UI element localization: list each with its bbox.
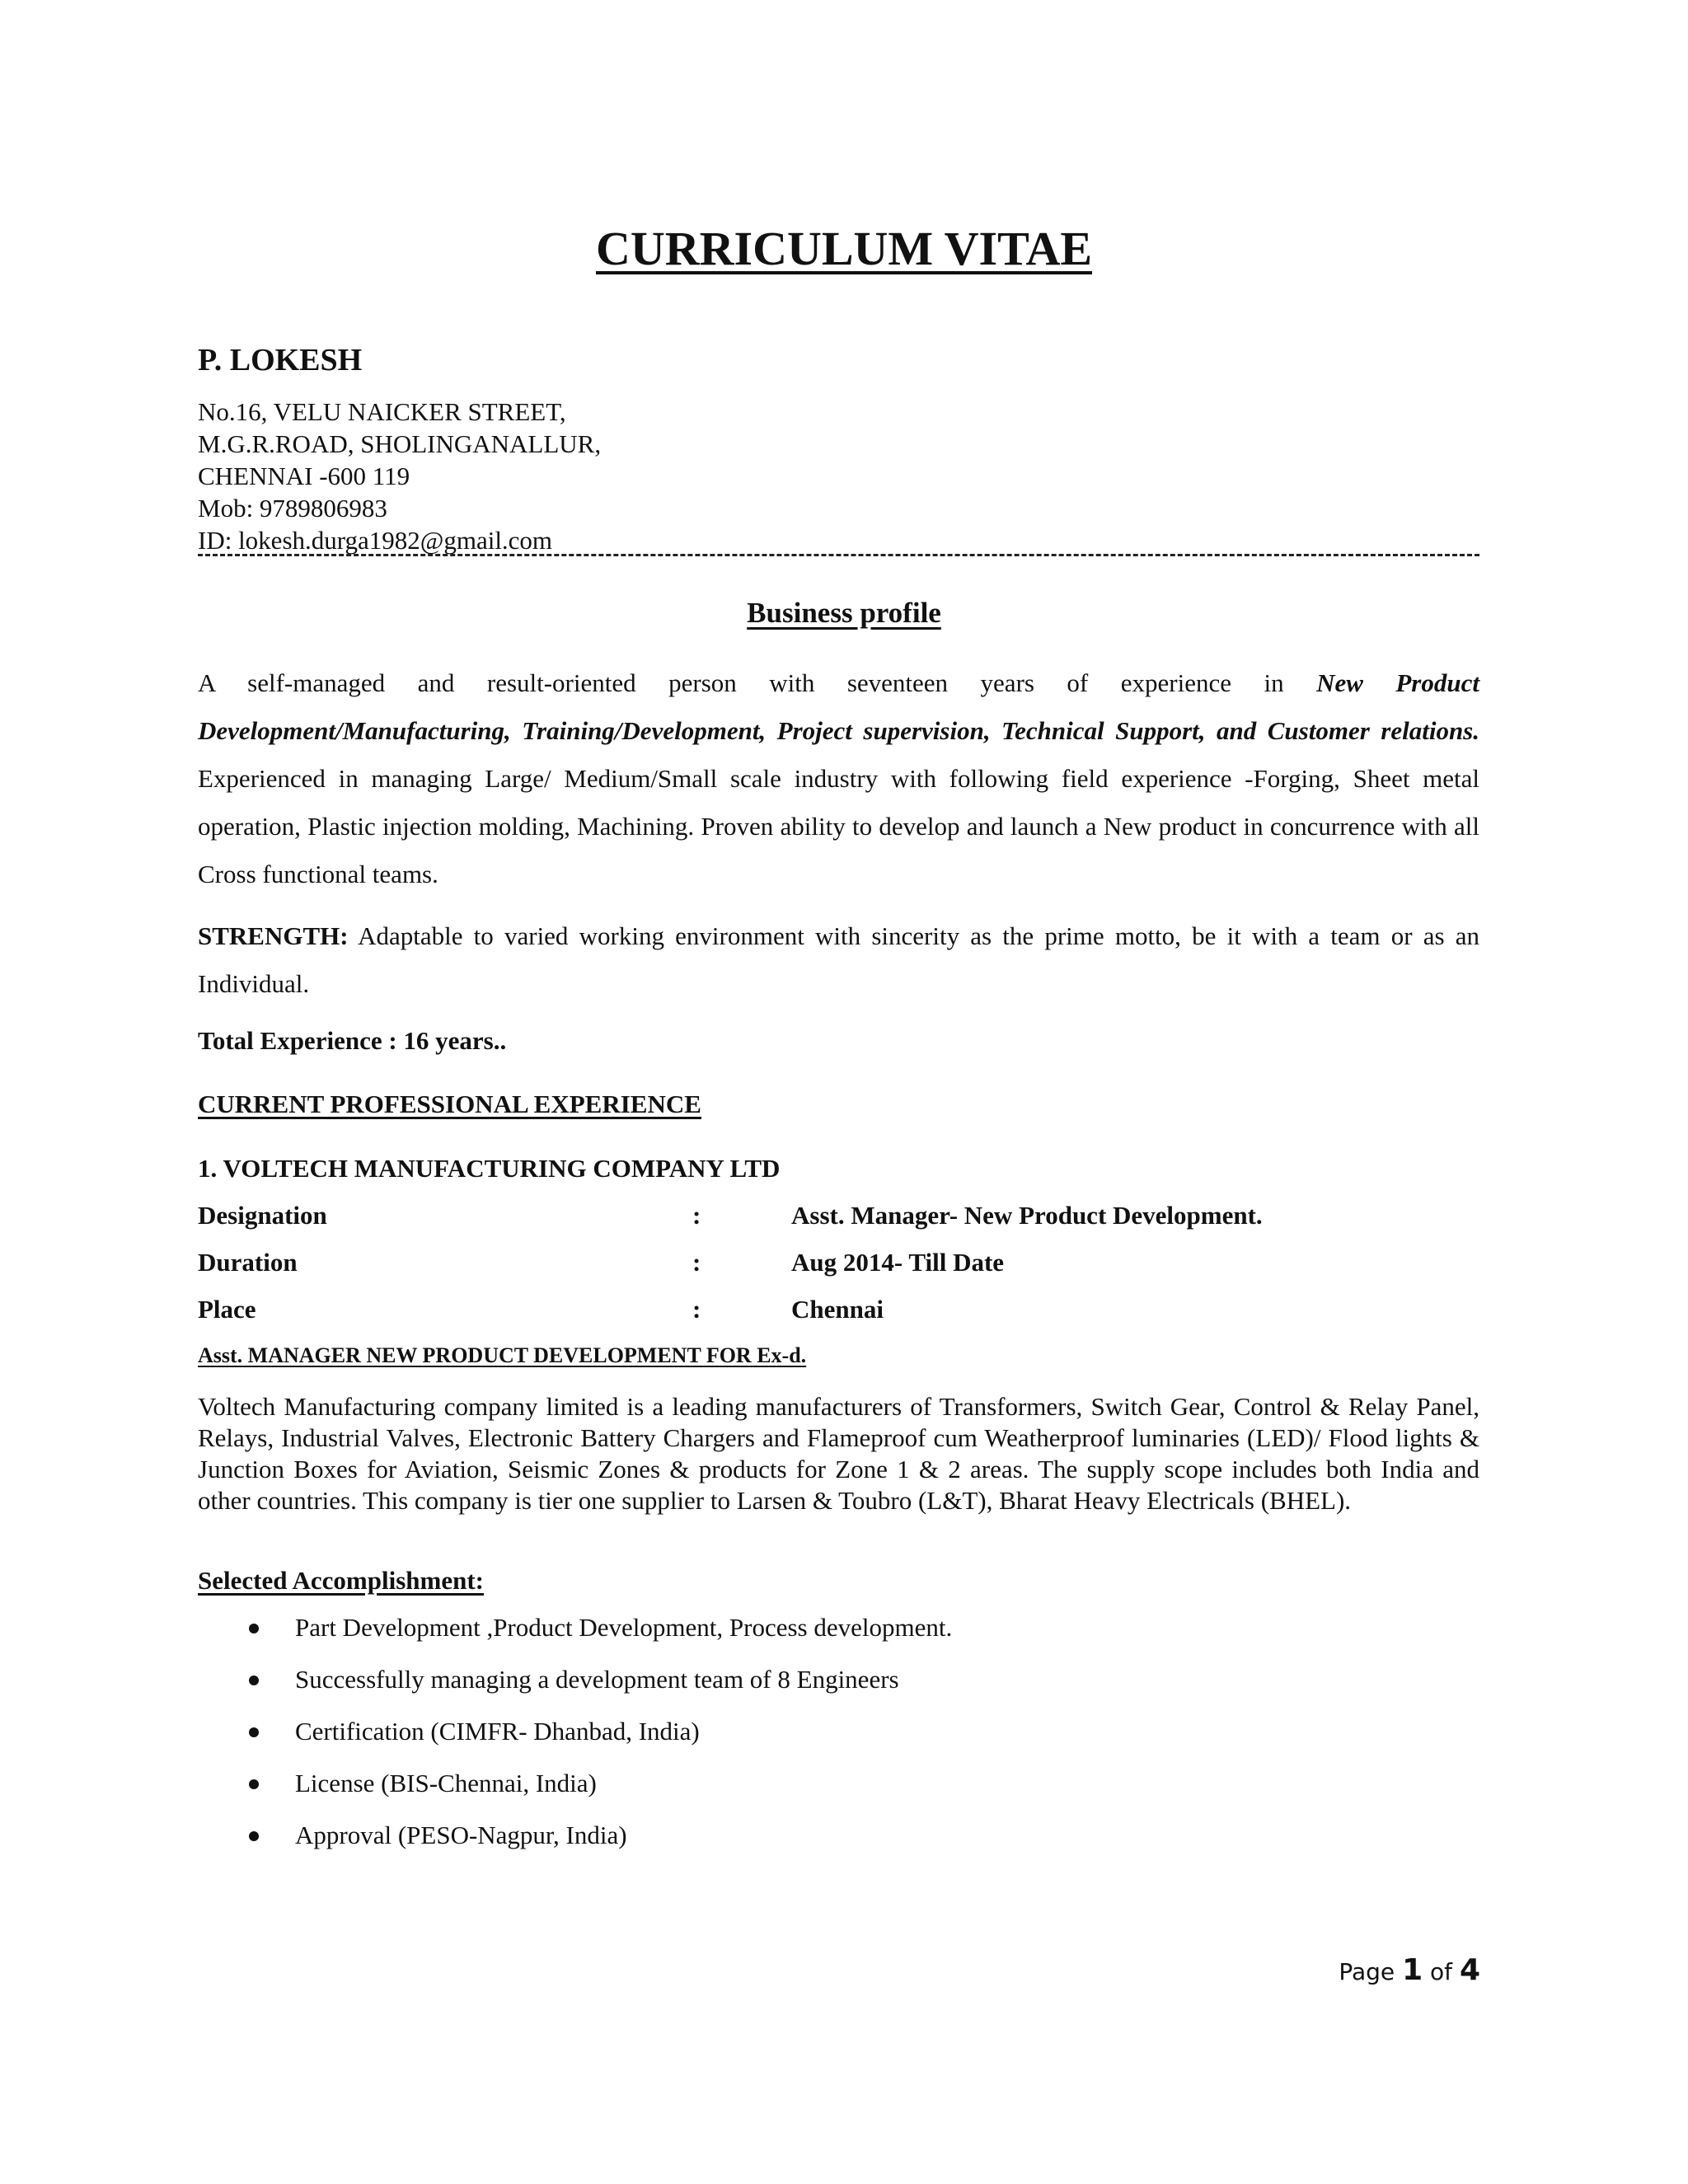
accomplishment-text: Certification (CIMFR- Dhanbad, India) [295, 1717, 700, 1746]
profile-emphasis: New Product Development/Manufacturing, Training/Development, Project supervision, Technical Support, and Customer relations. [198, 668, 1479, 745]
bullet-icon [249, 1831, 259, 1841]
strength-paragraph [198, 912, 1479, 1008]
dashed-divider [198, 554, 1479, 556]
mobile-number: Mob: 9789806983 [198, 494, 387, 523]
page-word: Page [1339, 1958, 1395, 1985]
accomplishment-text: Part Development ,Product Development, Process development. [295, 1613, 953, 1642]
page-footer [1339, 1953, 1480, 1987]
company-description: Voltech Manufacturing company limited is a leading manufacturers of Transformers, Switch Gear, Control & Relay Panel, Relays, Industrial Valves, Electronic Battery Chargers and Flameproof cum Weatherproof luminaries (LED)/ Flood lights & Junction Boxes for Aviation, Seismic Zones & products for Zone 1 & 2 areas. The supply scope includes both India and other countries. This company is tier one supplier to Larsen & Toubro (L&T), Bharat Heavy Electricals (BHEL). [198, 1392, 1479, 1515]
bullet-icon [249, 1727, 259, 1737]
address-line-3: CHENNAI -600 119 [198, 462, 410, 490]
duration-row [198, 1248, 1479, 1281]
business-profile-paragraph [198, 659, 1479, 898]
designation-row [198, 1201, 1479, 1234]
page-number: 1 [1402, 1953, 1423, 1987]
list-item [198, 1819, 1479, 1871]
profile-intro: A self-managed and result-oriented person with seventeen years of experience in [198, 668, 1317, 697]
place-label: Place [198, 1295, 256, 1324]
bullet-icon [249, 1675, 259, 1685]
accomplishments-heading: Selected Accomplishment: [198, 1566, 484, 1595]
accomplishments-list [198, 1611, 1479, 1871]
accomplishment-text: Successfully managing a development team of 8 Engineers [295, 1665, 899, 1694]
address-line-1: No.16, VELU NAICKER STREET, [198, 397, 566, 426]
contact-block [198, 396, 601, 556]
bullet-icon [249, 1624, 259, 1633]
strength-text: Adaptable to varied working environment with sincerity as the prime motto, be it with a team or as an Individual. [198, 921, 1479, 998]
duration-value: Aug 2014- Till Date [791, 1248, 1005, 1277]
list-item [198, 1611, 1479, 1663]
accomplishment-text: License (BIS-Chennai, India) [295, 1769, 597, 1797]
candidate-name: P. LOKESH [198, 343, 363, 377]
role-heading: Asst. MANAGER NEW PRODUCT DEVELOPMENT FOR Ex-d. [198, 1343, 807, 1367]
of-word: of [1430, 1958, 1453, 1985]
duration-colon: : [692, 1248, 701, 1277]
page-total: 4 [1459, 1953, 1480, 1987]
bullet-icon [249, 1779, 259, 1789]
document-title: CURRICULUM VITAE [595, 222, 1093, 275]
current-experience-heading: CURRENT PROFESSIONAL EXPERIENCE [198, 1090, 701, 1118]
place-value: Chennai [791, 1295, 884, 1324]
total-experience: Total Experience : 16 years.. [198, 1026, 507, 1055]
address-line-2: M.G.R.ROAD, SHOLINGANALLUR, [198, 429, 602, 458]
designation-value: Asst. Manager- New Product Development. [791, 1201, 1263, 1230]
strength-label: STRENGTH: [198, 921, 349, 950]
email-address: ID: lokesh.durga1982@gmail.com [198, 526, 553, 555]
designation-colon: : [692, 1201, 701, 1230]
place-colon: : [692, 1295, 701, 1324]
list-item [198, 1715, 1479, 1767]
designation-label: Designation [198, 1201, 327, 1230]
duration-label: Duration [198, 1248, 298, 1277]
company-name: 1. VOLTECH MANUFACTURING COMPANY LTD [198, 1154, 781, 1183]
place-row [198, 1295, 1479, 1328]
accomplishment-text: Approval (PESO-Nagpur, India) [295, 1821, 627, 1849]
list-item [198, 1767, 1479, 1819]
business-profile-heading: Business profile [747, 597, 941, 629]
profile-rest: Experienced in managing Large/ Medium/Small scale industry with following field experience -Forging, Sheet metal operation, Plastic injection molding, Machining. Proven ability to develop and launch a New product in concurrence with all Cross functional teams. [198, 764, 1479, 888]
list-item [198, 1663, 1479, 1715]
